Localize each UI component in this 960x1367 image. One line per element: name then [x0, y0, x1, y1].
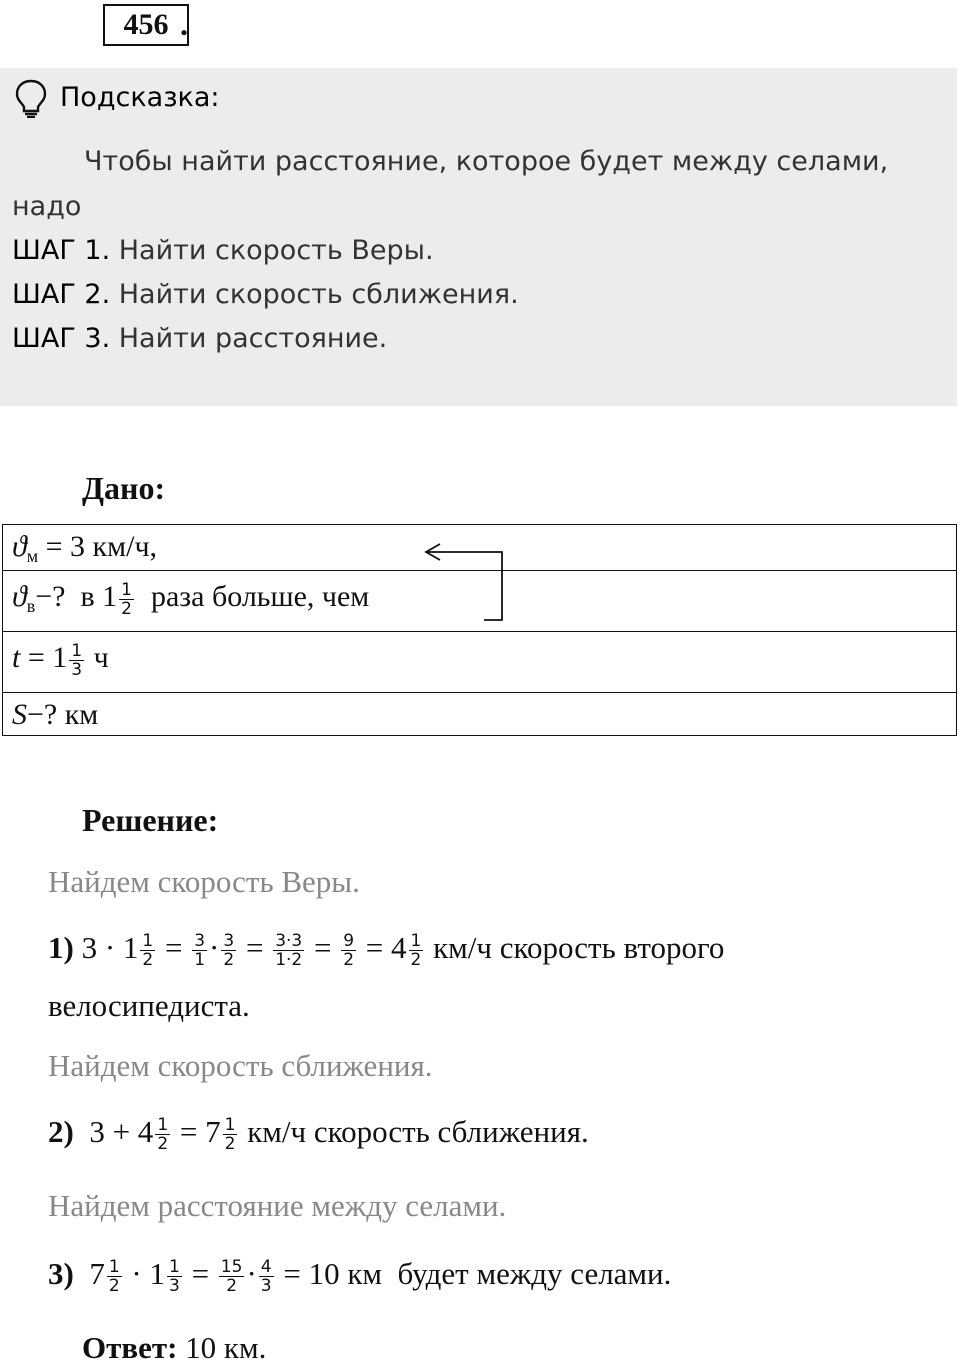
given-header: Дано: — [82, 470, 166, 506]
step-1-continuation: велосипедиста. — [48, 988, 250, 1023]
given-row-2 — [12, 580, 369, 618]
given-row-4-text: −? км — [27, 698, 99, 731]
given-row-divider-3 — [2, 692, 957, 693]
step-1-equation: 1) 3 · 1 $\frac{1}{2}$ = $\frac{3}{1}$ · $\frac{3}{2}$ = $\frac{3\cdot 3}{1\cdot 2}$ = $\frac{9}{2}$ = 4 $\frac{1}{2}$ км/ч скорость второго — [48, 930, 725, 971]
hint-step-3-label: ШАГ 3. — [12, 323, 111, 354]
step-3-equation: 3) 7 $\frac{1}{2}$ · 1 $\frac{1}{3}$ = $\frac{15}{2}$ · $\frac{4}{3}$ = 10 км будет между селами. — [48, 1256, 672, 1297]
hint-step-1-label: ШАГ 1. — [12, 235, 111, 266]
given-row-divider-2 — [2, 631, 957, 632]
answer — [82, 1330, 266, 1366]
hint-step-3-text: Найти расстояние. — [110, 323, 388, 354]
comparison-arrow-icon — [420, 540, 510, 624]
given-row-3 — [12, 641, 109, 679]
lightbulb-icon — [14, 78, 48, 118]
hint-step-1-text: Найти скорость Веры. — [110, 235, 434, 266]
hint-step-3 — [12, 323, 387, 354]
unknown-mark: −? — [35, 580, 66, 613]
answer-label: Ответ: — [82, 1330, 178, 1365]
hint-step-2 — [12, 279, 519, 310]
fraction: $\frac{1}{2}$ — [121, 579, 132, 619]
speed-sub: м — [26, 546, 39, 566]
solution-header: Решение: — [82, 802, 219, 838]
given-row-2-prefix: в 1 — [80, 580, 118, 613]
given-row-1 — [12, 530, 157, 567]
hint-title: Подсказка: — [60, 82, 220, 113]
problem-number-box — [103, 4, 189, 46]
given-row-3-unit: ч — [93, 641, 109, 674]
step-label: 3) — [48, 1256, 74, 1291]
hint-intro-line1: Чтобы найти расстояние, которое будет между селами, — [84, 146, 889, 177]
speed-symbol: ϑ — [12, 530, 27, 563]
step-2-equation: 2) 3 + 4 $\frac{1}{2}$ = 7 $\frac{1}{2}$ км/ч скорость сближения. — [48, 1114, 589, 1155]
problem-number: 456 — [123, 8, 169, 41]
step-1-note: Найдем скорость Веры. — [48, 864, 360, 899]
step-label: 1) — [48, 930, 74, 965]
given-row-1-text: = 3 км/ч, — [38, 530, 158, 563]
hint-intro-line2: надо — [12, 191, 82, 222]
speed-symbol: ϑ — [12, 580, 27, 613]
hint-step-1 — [12, 235, 434, 266]
speed-sub: в — [26, 596, 36, 616]
step-label: 2) — [48, 1114, 74, 1149]
fraction: $\frac{1}{3}$ — [71, 640, 83, 680]
step-3-note: Найдем расстояние между селами. — [48, 1188, 507, 1223]
answer-value: 10 км. — [177, 1330, 267, 1365]
hint-step-2-text: Найти скорость сближения. — [110, 279, 519, 310]
distance-symbol: S — [12, 698, 27, 731]
problem-number-dot: . — [180, 6, 188, 42]
given-row-4 — [12, 698, 98, 732]
time-symbol: t — [12, 641, 21, 674]
step-2-note: Найдем скорость сближения. — [48, 1048, 433, 1083]
hint-step-2-label: ШАГ 2. — [12, 279, 111, 310]
given-row-3-prefix: = 1 — [20, 641, 68, 674]
given-row-2-text: раза больше, чем — [150, 580, 370, 613]
